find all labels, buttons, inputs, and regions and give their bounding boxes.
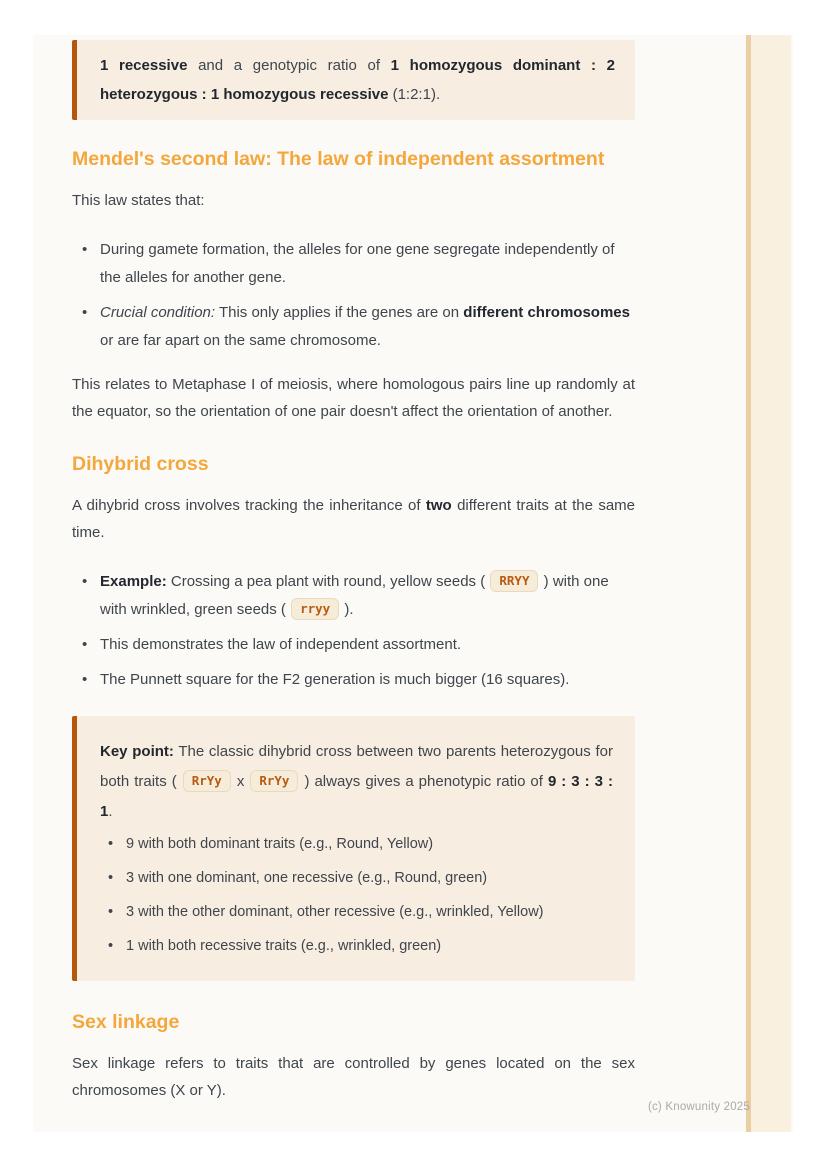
text-segment: This only applies if the genes are on bbox=[215, 304, 464, 321]
text-segment: ) always gives a phenotypic ratio of bbox=[299, 773, 548, 790]
callout-genotypic-ratio-text bbox=[100, 51, 615, 109]
list-item bbox=[104, 934, 613, 959]
text-segment: This demonstrates the law of independent assortment. bbox=[100, 636, 462, 653]
genotype-code-chip: rryy bbox=[291, 598, 339, 620]
list-item bbox=[72, 568, 635, 624]
bullet-icon: • bbox=[82, 241, 88, 258]
genotype-code-chip: RrYy bbox=[183, 770, 231, 792]
genotype-code-chip: RrYy bbox=[250, 770, 298, 792]
list-item bbox=[104, 832, 613, 857]
text-segment: different chromosomes bbox=[463, 304, 630, 321]
dihybrid-intro bbox=[72, 492, 635, 546]
bullet-icon: • bbox=[108, 904, 114, 920]
text-segment: ) with one with wrinkled, green seeds ( bbox=[100, 573, 609, 618]
text-segment: 1 homozygous dominant : 2 heterozygous : 1 homozygous recessive bbox=[100, 57, 615, 103]
bullet-icon: • bbox=[82, 636, 88, 653]
list-item bbox=[104, 866, 613, 891]
bullet-icon: • bbox=[82, 304, 88, 321]
text-segment: Example: bbox=[100, 573, 167, 590]
text-segment: ). bbox=[340, 601, 354, 618]
list-item bbox=[72, 666, 635, 694]
text-segment: Crossing a pea plant with round, yellow seeds ( bbox=[166, 573, 490, 590]
mendel2-bullet-list bbox=[72, 236, 635, 355]
text-segment: The classic dihybrid cross between two parents heterozygous for both traits ( bbox=[100, 743, 613, 790]
text-segment: 9 : 3 : 3 : 1 bbox=[100, 773, 613, 820]
sex-linkage-paragraph: Sex linkage refers to traits that are controlled by genes located on the sex chromosomes (X or Y). bbox=[72, 1055, 635, 1099]
next-page-edge bbox=[746, 35, 791, 1132]
bullet-icon: • bbox=[108, 938, 114, 954]
text-segment: different traits at the same time. bbox=[72, 497, 635, 541]
text-segment: During gamete formation, the alleles for one gene segregate independently of the alleles for another gene. bbox=[100, 241, 615, 286]
list-item bbox=[104, 900, 613, 925]
text-segment: The Punnett square for the F2 generation is much bigger (16 squares). bbox=[100, 671, 570, 688]
list-item-text bbox=[100, 241, 615, 286]
bullet-icon: • bbox=[82, 671, 88, 688]
page-content bbox=[72, 35, 635, 1104]
heading-mendels-second-law: Mendel's second law: The law of independent assortment bbox=[72, 148, 605, 170]
heading-dihybrid-cross: Dihybrid cross bbox=[72, 453, 209, 475]
dihybrid-bullet-list bbox=[72, 568, 635, 694]
callout-key-point bbox=[72, 716, 635, 981]
callout-genotypic-ratio bbox=[72, 40, 635, 120]
text-segment: . bbox=[108, 803, 113, 820]
list-item-text bbox=[100, 636, 461, 653]
list-item-text bbox=[100, 671, 569, 688]
list-item bbox=[72, 236, 635, 292]
text-segment: x bbox=[231, 773, 250, 790]
copyright-watermark: (c) Knowunity 2025 bbox=[647, 1101, 750, 1113]
text-segment: two bbox=[425, 497, 452, 514]
list-item bbox=[72, 631, 635, 659]
bullet-icon: • bbox=[108, 870, 114, 886]
key-point-sublist bbox=[100, 832, 613, 959]
list-item-text: 9 with both dominant traits (e.g., Round, Yellow) bbox=[126, 836, 434, 852]
list-item-text: 1 with both recessive traits (e.g., wrinkled, green) bbox=[126, 938, 442, 954]
text-segment: or are far apart on the same chromosome. bbox=[100, 332, 381, 349]
key-point-text bbox=[100, 737, 613, 827]
list-item bbox=[72, 299, 635, 355]
mendel2-intro: This law states that: bbox=[72, 192, 205, 209]
text-segment: Key point: bbox=[100, 743, 174, 760]
text-segment: 1 recessive bbox=[100, 57, 188, 74]
bullet-icon: • bbox=[82, 573, 88, 590]
document-page bbox=[33, 35, 793, 1132]
genotype-code-chip: RRYY bbox=[490, 570, 538, 592]
mendel2-paragraph: This relates to Metaphase I of meiosis, where homologous pairs line up randomly at the equator, so the orientation of one pair doesn't affect the orientation of another. bbox=[72, 376, 635, 420]
list-item-text: 3 with one dominant, one recessive (e.g., Round, green) bbox=[126, 870, 488, 886]
list-item-text bbox=[100, 304, 630, 349]
text-segment: A dihybrid cross involves tracking the inheritance of bbox=[72, 497, 426, 514]
text-segment: and a genotypic ratio of bbox=[187, 57, 391, 74]
text-segment: (1:2:1). bbox=[388, 86, 441, 103]
text-segment: Crucial condition: bbox=[100, 304, 216, 321]
list-item-text bbox=[100, 573, 609, 618]
heading-sex-linkage: Sex linkage bbox=[72, 1011, 180, 1033]
bullet-icon: • bbox=[108, 836, 114, 852]
list-item-text: 3 with the other dominant, other recessive (e.g., wrinkled, Yellow) bbox=[126, 904, 544, 920]
